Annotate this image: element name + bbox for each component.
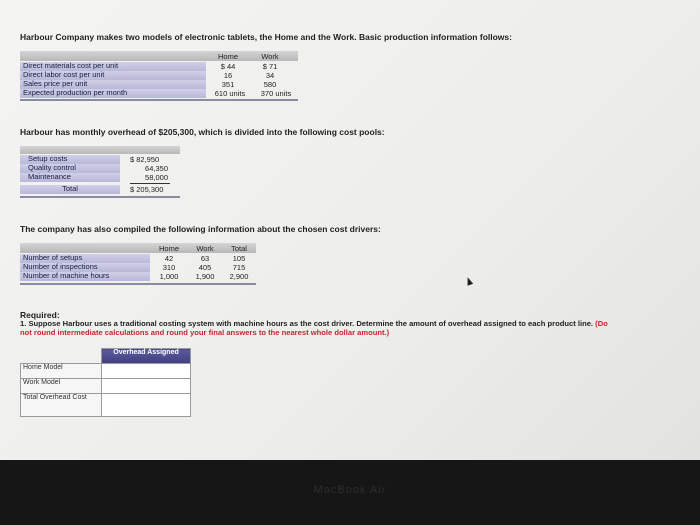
- intro-text: Harbour Company makes two models of electronic tablets, the Home and the Work. Basic production information follows:: [20, 32, 512, 42]
- production-cell: 610 units: [214, 89, 246, 98]
- production-cell: 351: [221, 80, 235, 89]
- answer-row-label: Total Overhead Cost: [21, 394, 102, 417]
- driver-cell: 63: [200, 254, 210, 263]
- driver-cell: 2,900: [229, 272, 249, 281]
- production-cell: 370 units: [260, 89, 292, 98]
- answer-row-label: Work Model: [21, 379, 102, 394]
- driver-cell: 1,000: [159, 272, 179, 281]
- overhead-intro-text: Harbour has monthly overhead of $205,300, which is divided into the following cost pools:: [20, 127, 385, 137]
- production-cell: 34: [265, 71, 275, 80]
- production-row-label: Direct materials cost per unit: [20, 62, 206, 71]
- cost-pool-total-value: $ 205,300: [130, 185, 164, 194]
- production-row-label: Sales price per unit: [20, 80, 206, 89]
- cost-pool-label: Setup costs: [20, 155, 120, 164]
- production-row-label: Expected production per month: [20, 89, 206, 98]
- drivers-intro-text: The company has also compiled the following information about the chosen cost drivers:: [20, 224, 381, 234]
- cost-pool-label: Maintenance: [20, 173, 120, 182]
- required-note: not round intermediate calculations and round your final answers to the nearest whole dollar amount.): [20, 328, 390, 337]
- answer-blank-corner: [21, 349, 102, 364]
- production-cell: 16: [223, 71, 233, 80]
- driver-row-label: Number of setups: [20, 254, 150, 263]
- answer-input-total[interactable]: [102, 394, 191, 417]
- answer-row-label: Home Model: [21, 364, 102, 379]
- production-col-home: Home: [217, 52, 238, 61]
- production-cell: $ 71: [262, 62, 278, 71]
- divider: [20, 99, 298, 101]
- drivers-col-total: Total: [231, 244, 247, 253]
- production-cell: 580: [263, 80, 277, 89]
- driver-row-label: Number of machine hours: [20, 272, 150, 281]
- mouse-pointer-icon: [465, 276, 473, 286]
- driver-cell: 405: [198, 263, 212, 272]
- driver-row-label: Number of inspections: [20, 263, 150, 272]
- cost-pool-total-label: Total: [20, 185, 120, 194]
- cost-pool-value: 64,350: [145, 164, 168, 173]
- cost-pools-header-bar: [20, 146, 180, 154]
- answer-header: Overhead Assigned: [102, 349, 191, 364]
- required-heading: Required:: [20, 310, 60, 320]
- drivers-col-home: Home: [158, 244, 179, 253]
- driver-cell: 105: [232, 254, 246, 263]
- required-line-1: [20, 319, 608, 328]
- bezel-brand: MacBook Air: [313, 484, 387, 496]
- required-text: 1. Suppose Harbour uses a traditional costing system with machine hours as the cost driver. Determine the amount of overhead assigned to each product line.: [20, 319, 594, 328]
- driver-cell: 715: [232, 263, 246, 272]
- driver-cell: 310: [162, 263, 176, 272]
- cost-pool-value: $ 82,950: [130, 155, 160, 164]
- required-note-start: (Do: [595, 319, 608, 328]
- divider: [20, 283, 256, 285]
- answer-table: [20, 348, 191, 417]
- driver-cell: 42: [164, 254, 174, 263]
- production-row-label: Direct labor cost per unit: [20, 71, 206, 80]
- sum-line: [130, 183, 170, 184]
- drivers-col-work: Work: [196, 244, 214, 253]
- cost-pool-label: Quality control: [20, 164, 120, 173]
- divider: [20, 196, 180, 198]
- production-cell: $ 44: [220, 62, 236, 71]
- driver-cell: 1,900: [195, 272, 215, 281]
- answer-input-home[interactable]: [102, 364, 191, 379]
- cost-pool-value: 58,000: [145, 173, 168, 182]
- production-col-work: Work: [261, 52, 279, 61]
- answer-input-work[interactable]: [102, 379, 191, 394]
